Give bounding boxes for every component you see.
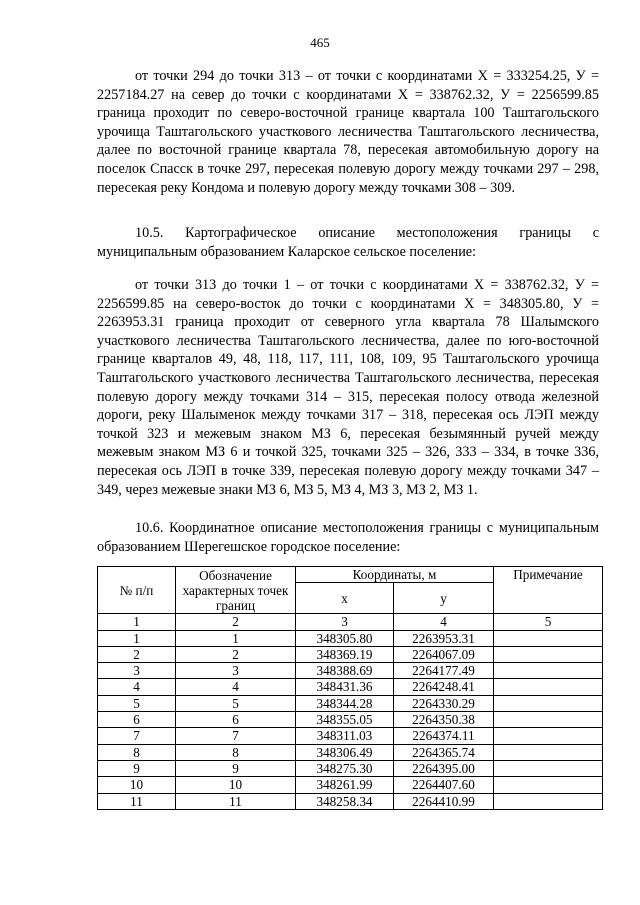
paragraph-boundary-294-313 [97, 67, 599, 197]
row-num-cell: 1 [98, 630, 176, 646]
y-cell: 2263953.31 [394, 630, 494, 646]
note-cell [494, 744, 603, 760]
y-cell: 2264407.60 [394, 777, 494, 793]
paragraph-text: 10.5. Картографическое описание местоположения границы с муниципальным образованием Каларское сельское поселение: [97, 225, 599, 260]
x-cell: 348369.19 [296, 646, 394, 662]
x-cell: 348275.30 [296, 760, 394, 776]
section-heading-10-6 [97, 519, 599, 556]
table-row [98, 712, 603, 728]
row-num-cell: 7 [98, 728, 176, 744]
table-row [98, 646, 603, 662]
x-cell: 348258.34 [296, 793, 394, 809]
point-cell: 5 [176, 695, 296, 711]
table-row [98, 679, 603, 695]
page-number: 465 [310, 35, 330, 50]
note-cell [494, 663, 603, 679]
paragraph-text: от точки 294 до точки 313 – от точки с координатами Х = 333254.25, У = 2257184.27 на север до точки с координатами Х = 338762.32, У = 2256599.85 граница проходит по северо-восточной границе квартала 100 Таштагольского урочища Таштагольского участкового лесничества Таштагольского лесничества, далее по восточной границе квартала 78, пересекая автомобильную дорогу на поселок Спасск в точке 297, пересекая полевую дорогу между точками 297 – 298, пересекая реку Кондома и полевую дорогу между точками 308 – 309. [97, 68, 599, 196]
paragraph-text: от точки 313 до точки 1 – от точки с координатами Х = 338762.32, У = 2256599.85 на северо-восток до точки с координатами Х = 348305.80, У = 2263953.31 граница проходит от северного угла квартала 78 Шалымского участкового лесничества Таштагольского лесничества, далее по юго-восточной границе кварталов 49, 48, 118, 117, 111, 108, 109, 95 Таштагольского урочища Таштагольского участкового лесничества Таштагольского лесничества, пересекая полевую дорогу между точками 314 – 315, пересекая полосу отвода железной дороги, реку Шалыменок между точками 317 – 318, пересекая ось ЛЭП между точкой 323 и межевым знаком МЗ 6, пересекая безымянный ручей между межевым знаком МЗ 6 и точкой 325, точками 325 – 326, 333 – 334, в точке 336, пересекая ось ЛЭП в точке 339, пересекая полевую дорогу между точками 347 – 349, через межевые знаки МЗ 6, МЗ 5, МЗ 4, МЗ 3, МЗ 2, МЗ 1. [97, 277, 599, 498]
x-cell: 348261.99 [296, 777, 394, 793]
x-cell: 348305.80 [296, 630, 394, 646]
y-cell: 2264067.09 [394, 646, 494, 662]
header-note: Примечание [494, 567, 603, 614]
index-cell: 3 [296, 614, 394, 630]
x-cell: 348355.05 [296, 712, 394, 728]
point-cell: 4 [176, 679, 296, 695]
point-cell: 10 [176, 777, 296, 793]
table-row [98, 728, 603, 744]
table-row [98, 630, 603, 646]
point-cell: 7 [176, 728, 296, 744]
paragraph-boundary-313-1 [97, 276, 599, 499]
coordinates-table [97, 566, 603, 810]
index-cell: 4 [394, 614, 494, 630]
table-row [98, 695, 603, 711]
row-num-cell: 5 [98, 695, 176, 711]
y-cell: 2264410.99 [394, 793, 494, 809]
paragraph-text: 10.6. Координатное описание местоположения границы с муниципальным образованием Шерегешское городское поселение: [97, 520, 599, 555]
note-cell [494, 793, 603, 809]
row-num-cell: 3 [98, 663, 176, 679]
y-cell: 2264350.38 [394, 712, 494, 728]
point-cell: 11 [176, 793, 296, 809]
table-header [98, 567, 603, 614]
point-cell: 3 [176, 663, 296, 679]
index-cell: 5 [494, 614, 603, 630]
y-cell: 2264248.41 [394, 679, 494, 695]
row-num-cell: 11 [98, 793, 176, 809]
note-cell [494, 712, 603, 728]
header-x: x [296, 583, 394, 614]
y-cell: 2264374.11 [394, 728, 494, 744]
x-cell: 348311.03 [296, 728, 394, 744]
point-cell: 8 [176, 744, 296, 760]
header-y: y [394, 583, 494, 614]
y-cell: 2264177.49 [394, 663, 494, 679]
x-cell: 348306.49 [296, 744, 394, 760]
note-cell [494, 760, 603, 776]
table-row [98, 793, 603, 809]
table-row [98, 777, 603, 793]
note-cell [494, 646, 603, 662]
row-num-cell: 2 [98, 646, 176, 662]
point-cell: 9 [176, 760, 296, 776]
header-coordinates: Координаты, м [296, 567, 494, 583]
column-index-row [98, 614, 603, 630]
row-num-cell: 10 [98, 777, 176, 793]
header-designation: Обозначение характерных точек границ [176, 567, 296, 614]
y-cell: 2264365.74 [394, 744, 494, 760]
row-num-cell: 9 [98, 760, 176, 776]
point-cell: 2 [176, 646, 296, 662]
point-cell: 1 [176, 630, 296, 646]
index-cell: 2 [176, 614, 296, 630]
row-num-cell: 4 [98, 679, 176, 695]
note-cell [494, 777, 603, 793]
index-cell: 1 [98, 614, 176, 630]
note-cell [494, 728, 603, 744]
note-cell [494, 679, 603, 695]
table-row [98, 744, 603, 760]
note-cell [494, 695, 603, 711]
x-cell: 348388.69 [296, 663, 394, 679]
header-num: № п/п [98, 567, 176, 614]
table-row [98, 663, 603, 679]
note-cell [494, 630, 603, 646]
table-body [98, 614, 603, 810]
section-heading-10-5 [97, 224, 599, 261]
row-num-cell: 6 [98, 712, 176, 728]
x-cell: 348344.28 [296, 695, 394, 711]
y-cell: 2264330.29 [394, 695, 494, 711]
row-num-cell: 8 [98, 744, 176, 760]
y-cell: 2264395.00 [394, 760, 494, 776]
point-cell: 6 [176, 712, 296, 728]
table-row [98, 760, 603, 776]
x-cell: 348431.36 [296, 679, 394, 695]
